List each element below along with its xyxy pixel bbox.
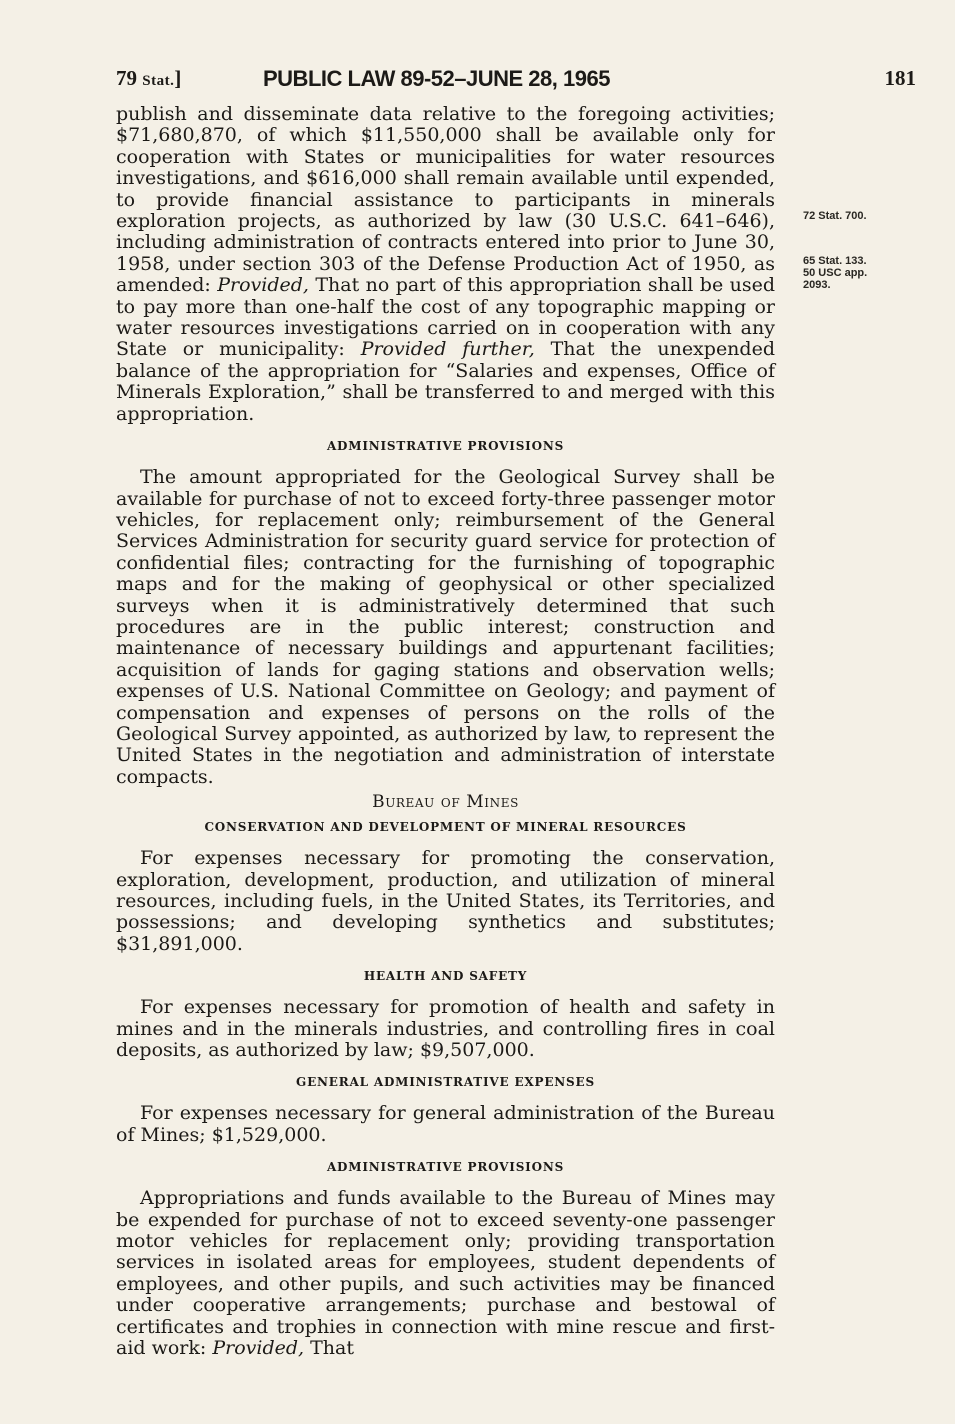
text-run: That bbox=[304, 1337, 355, 1360]
text-run: That no part of this appropriation shall be used to pay more than one-half the cost of any topographic mapping or water resources investigations carried on in cooperation with any State or municipality: bbox=[116, 274, 775, 361]
paragraph: For expenses necessary for promotion of health and safety in mines and in the minerals industries, and controlling fires in coal deposits, as authorized by law; $9,507,000. bbox=[116, 996, 775, 1062]
volume-bracket: ] bbox=[174, 66, 182, 90]
volume-number: 79 bbox=[116, 66, 137, 90]
section-heading: CONSERVATION AND DEVELOPMENT OF MINERAL RESOURCES bbox=[204, 820, 687, 835]
paragraph: The amount appropriated for the Geological Survey shall be available for purchase of not to exceed forty-three passenger motor vehicles, for replacement only; reimbursement of the General Services Administration for security guard service for protection of confidential files; contracting for the furnishing of topographic maps and for the making of geophysical or other specialized surveys when it is administratively determined that such procedures are in the public interest; construction and maintenance of necessary buildings and appurtenant facilities; acquisition of lands for gaging stations and observation wells; expenses of U.S. National Committee on Geology; and payment of compensation and expenses of persons on the rolls of the Geological Survey appointed, as authorized by law, to represent the United States in the negotiation and administration of interstate compacts. bbox=[116, 466, 775, 788]
margin-note-line: 50 USC app. bbox=[803, 267, 868, 279]
bureau-heading: Bureau of Mines bbox=[372, 792, 519, 813]
statute-volume bbox=[116, 66, 181, 91]
italic-run: Provided further, bbox=[360, 338, 535, 361]
section-heading: ADMINISTRATIVE PROVISIONS bbox=[326, 1160, 565, 1175]
law-title: PUBLIC LAW 89-52–JUNE 28, 1965 bbox=[263, 66, 610, 91]
paragraph-continued bbox=[116, 104, 775, 425]
volume-abbrev: Stat. bbox=[142, 73, 175, 89]
margin-note-72-stat: 72 Stat. 700. bbox=[803, 210, 867, 222]
margin-note-65-stat bbox=[803, 255, 867, 291]
text-run: publish and disseminate data relative to the foregoing activities; $71,680,870, of which $11,550,000 shall be available only for cooperation with States or municipalities for water resources investigations, and $616,000 shall remain available until expended, to provide financial assistance to participants in minerals exploration projects, as authorized by law (30 U.S.C. 641–646), including administration of contracts entered into prior to June 30, 1958, under section 303 of the Defense Production Act of 1950, as amended: bbox=[116, 103, 775, 297]
italic-run: Provided, bbox=[217, 274, 309, 297]
text-run: That the unexpended balance of the appropriation for “Salaries and expenses, Office of Minerals Exploration,” shall be transferred to and merged with this appropriation. bbox=[116, 338, 775, 425]
italic-run: Provided, bbox=[212, 1337, 305, 1360]
margin-note-line: 65 Stat. 133. bbox=[803, 255, 867, 267]
paragraph bbox=[116, 1188, 775, 1359]
page-number: 181 bbox=[884, 66, 916, 90]
section-heading: ADMINISTRATIVE PROVISIONS bbox=[326, 439, 565, 454]
section-heading: HEALTH AND SAFETY bbox=[363, 969, 528, 984]
text-run: Appropriations and funds available to the Bureau of Mines may be expended for purchase of not to exceed seventy-one passenger motor vehicles for replacement only; providing transportation services in isolated areas for employees, student dependents of employees, and other pupils, and such activities may be financed under cooperative arrangements; purchase and bestowal of certificates and trophies in connection with mine rescue and first-aid work: bbox=[116, 1187, 775, 1360]
paragraph: For expenses necessary for general administration of the Bureau of Mines; $1,529,000. bbox=[116, 1102, 775, 1146]
margin-note-line: 2093. bbox=[803, 279, 831, 291]
section-heading: GENERAL ADMINISTRATIVE EXPENSES bbox=[296, 1075, 595, 1090]
paragraph: For expenses necessary for promoting the conservation, exploration, development, production, and utilization of mineral resources, including fuels, in the United States, its Territories, and possessions; and developing synthetics and substitutes; $31,891,000. bbox=[116, 847, 775, 955]
body-text bbox=[116, 104, 775, 1360]
running-head bbox=[116, 66, 916, 100]
